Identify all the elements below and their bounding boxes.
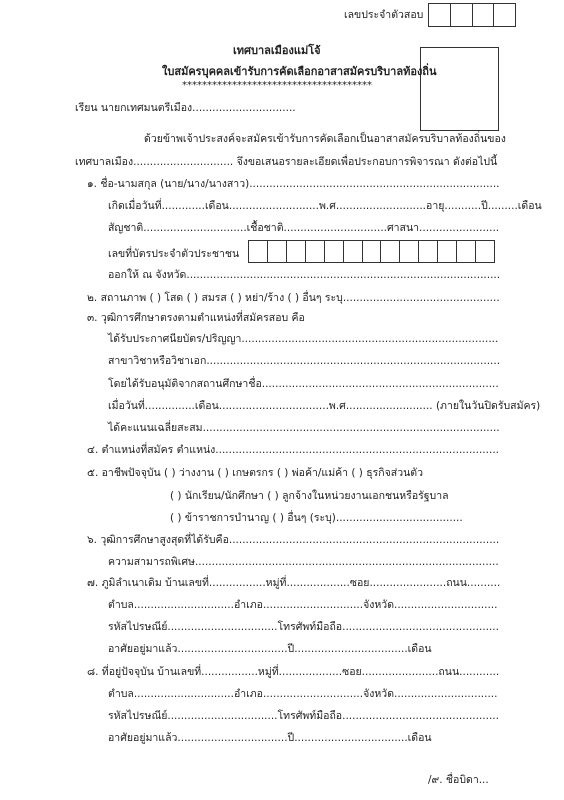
id-number-boxes[interactable] (248, 240, 495, 261)
s3-degree[interactable]: ได้รับประกาศนียบัตร/ปริญญา............................................................................. (108, 333, 499, 345)
s5-occupation-2[interactable]: ( ) นักเรียน/นักศึกษา ( ) ลูกจ้างในหน่วยงานเอกชนหรือรัฐบาล (170, 490, 449, 502)
salutation[interactable]: เรียน นายกเทศมนตรีเมือง............................... (75, 102, 296, 114)
intro-line-1: ด้วยข้าพเจ้าประสงค์จะสมัครเข้ารับการคัดเลือกเป็นอาสาสมัครบริบาลท้องถิ่นของ (144, 133, 506, 145)
s7-house-no[interactable]: ๗. ภูมิลำเนาเดิม บ้านเลขที่.................หมู่ที่...................ซอย.......................ถนน.......... (87, 577, 501, 589)
s1-nationality[interactable]: สัญชาติ...............................เชื้อชาติ...............................ศาสนา........................ (108, 222, 500, 234)
s8-postal[interactable]: รหัสไปรษณีย์.................................โทรศัพท์มือถือ............................................... (108, 710, 499, 722)
title-underline: ************************************** (182, 80, 372, 91)
s3-major[interactable]: สาขาวิชาหรือวิชาเอก........................................................................................ (108, 355, 501, 367)
next-page-hint: /๙. ชื่อบิดา... (428, 774, 489, 786)
s8-subdistrict[interactable]: ตำบล..............................อำเภอ..............................จังหวัด............................... (108, 688, 498, 700)
exam-number-label: เลขประจำตัวสอบ (344, 9, 424, 21)
s1-name[interactable]: ๑. ชื่อ-นามสกุล (นาย/นาง/นางสาว)........................................................................... (87, 178, 500, 190)
org-name: เทศบาลเมืองแม่โจ้ (233, 44, 321, 57)
form-title: ใบสมัครบุคคลเข้ารับการคัดเลือกอาสาสมัครบริบาลท้องถิ่น (162, 65, 437, 78)
s3-gpa[interactable]: ได้คะแนนเฉลี่ยสะสม......................................................................................... (108, 422, 500, 434)
s8-duration[interactable]: อาศัยอยู่มาแล้ว.................................ปี..................................เดือน (108, 732, 432, 744)
s5-occupation-1[interactable]: ๕. อาชีพปัจจุบัน ( ) ว่างงาน ( ) เกษตรกร ( ) พ่อค้า/แม่ค้า ( ) ธุรกิจส่วนตัว (87, 467, 423, 479)
s6-highest-edu[interactable]: ๖. วุฒิการศึกษาสูงสุดที่ได้รับคือ................................................................................. (87, 534, 500, 546)
exam-number-boxes[interactable] (428, 3, 516, 25)
s1-id-label: เลขที่บัตรประจำตัวประชาชน (108, 248, 240, 260)
s6-special-skill[interactable]: ความสามารถพิเศษ........................................................................................... (108, 556, 499, 568)
s7-subdistrict[interactable]: ตำบล..............................อำเภอ..............................จังหวัด............................... (108, 599, 498, 611)
s8-house-no[interactable]: ๘. ที่อยู่ปัจจุบัน บ้านเลขที่.................หมู่ที่...................ซอย.......................ถนน............ (87, 666, 500, 678)
intro-line-2[interactable]: เทศบาลเมือง.............................. จึงขอเสนอรายละเอียดเพื่อประกอบการพิจารณา ดังต่อไปนี้ (75, 156, 498, 168)
s3-institution[interactable]: โดยได้รับอนุมัติจากสถานศึกษาชื่อ....................................................................... (108, 378, 499, 390)
s1-issued[interactable]: ออกให้ ณ จังหวัด.............................................................................................. (108, 269, 501, 281)
s3-date[interactable]: เมื่อวันที่...............เดือน.................................พ.ศ.......................... (ภายในวันปิดรับสมัคร) (108, 400, 541, 412)
s1-birth[interactable]: เกิดเมื่อวันที่.............เดือน...........................พ.ศ...........................อายุ...........ปี.........เดือน (108, 200, 542, 212)
s4-position[interactable]: ๔. ตำแหน่งที่สมัคร ตำแหน่ง..................................................................................... (87, 444, 499, 456)
s7-postal[interactable]: รหัสไปรษณีย์.................................โทรศัพท์มือถือ............................................... (108, 621, 499, 633)
photo-box (420, 47, 499, 131)
s7-duration[interactable]: อาศัยอยู่มาแล้ว.................................ปี..................................เดือน (108, 643, 432, 655)
s2-marital[interactable]: ๒. สถานภาพ ( ) โสด ( ) สมรส ( ) หย่า/ร้าง ( ) อื่นๆ ระบุ............................................... (87, 292, 500, 304)
s5-occupation-3[interactable]: ( ) ข้าราชการบำนาญ ( ) อื่นๆ (ระบุ)...................................... (170, 512, 463, 524)
s3-heading: ๓. วุฒิการศึกษาตรงตามตำแหน่งที่สมัครสอบ คือ (87, 312, 305, 324)
